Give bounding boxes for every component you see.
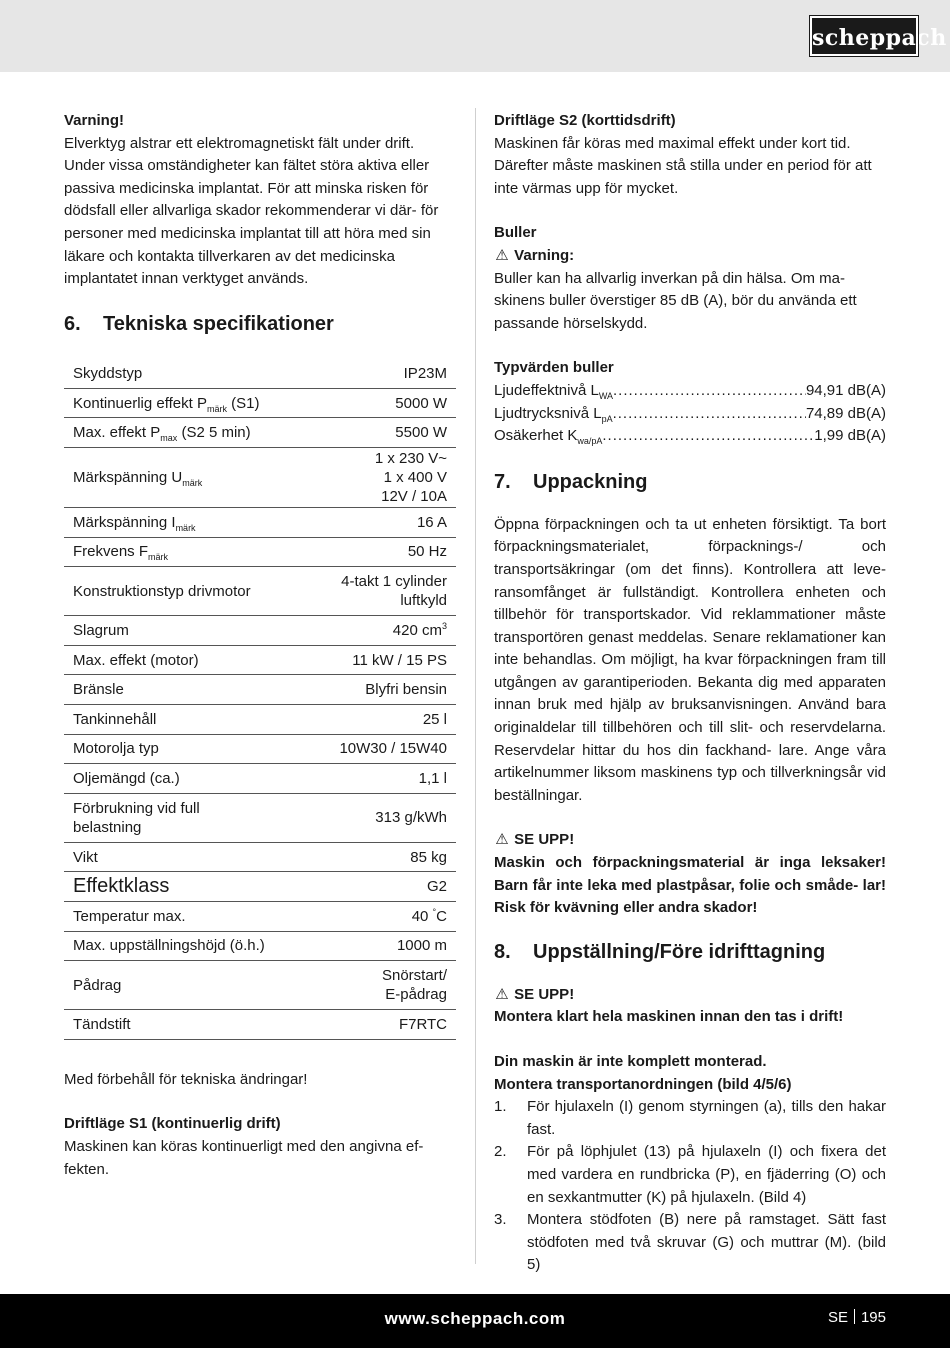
noise-value: 1,99 dB(A)	[814, 427, 886, 445]
spec-value-line: 1 x 230 V~	[374, 450, 447, 468]
spec-value: 40	[411, 907, 433, 925]
scheppach-logo: scheppach	[810, 16, 918, 56]
spec-value-line: luftkyld	[400, 592, 447, 610]
spec-value: 50 Hz	[407, 543, 447, 561]
spec-label: Skyddstyp	[73, 364, 143, 382]
spec-value-cell	[309, 388, 456, 418]
spec-label-cell	[64, 508, 309, 538]
warning-triangle-icon: ⚠	[495, 831, 509, 849]
spec-label: Temperatur max.	[73, 907, 186, 925]
spec-value-superscript: 3	[441, 621, 447, 632]
spec-value: 5000 W	[395, 394, 447, 412]
noise-warning-heading	[494, 245, 886, 268]
caution-1-heading	[494, 829, 886, 852]
noise-label-subscript: WA	[598, 390, 613, 401]
warning-triangle-icon: ⚠	[495, 985, 509, 1003]
spec-label-cell	[64, 961, 309, 1010]
spec-value: 313 g/kWh	[375, 809, 447, 827]
s1-text: Maskinen kan köras kontinuerligt med den angivna ef- fekten.	[64, 1137, 424, 1178]
page-separator	[854, 1309, 855, 1324]
page-indicator	[828, 1309, 886, 1326]
spec-value-cell	[309, 616, 456, 646]
spec-label: Tändstift	[73, 1015, 131, 1033]
footer	[0, 1294, 950, 1348]
spec-label-cell	[64, 705, 309, 735]
spec-row	[64, 901, 456, 931]
spec-label: Oljemängd (ca.)	[73, 769, 180, 787]
spec-label-cell	[64, 359, 309, 389]
spec-value-superscript: °	[432, 906, 437, 917]
spec-value-cell	[309, 842, 456, 872]
spec-value: 5500 W	[395, 424, 447, 442]
left-column	[64, 110, 456, 1181]
warning-text: Elverktyg alstrar ett elektromagnetiskt fält under drift. Under vissa omständigheter kan fältet störa aktiva eller passiva medicinska implantat. För att minska risken för dödsfall eller allvarliga skador rekommenderar vi där- för personer med medicinska implantat till att höra med sin läkare och kontakta tillverkaren av det medicinska implantatet innan verktyget används.	[64, 134, 439, 288]
spec-label: Tankinnehåll	[73, 710, 157, 728]
spec-label: Max. effekt (motor)	[73, 651, 199, 669]
warning-triangle-icon: ⚠	[495, 246, 509, 264]
caution-1-label: SE UPP!	[514, 831, 575, 849]
spec-value: 25 l	[422, 710, 447, 728]
spec-label-cell	[64, 842, 309, 872]
right-column	[494, 110, 886, 1277]
spec-value-cell	[309, 705, 456, 735]
spec-label-suffix: (S2 5 min)	[177, 424, 251, 442]
spec-label: Pådrag	[73, 976, 122, 994]
page-number: 195	[860, 1309, 886, 1326]
spec-label-cell	[64, 793, 309, 842]
spec-label: Max. uppställningshöjd (ö.h.)	[73, 937, 265, 955]
dot-leader	[613, 403, 806, 426]
spec-label-subscript: max	[160, 433, 178, 444]
spec-value: IP23M	[403, 364, 447, 382]
spec-row	[64, 705, 456, 735]
spec-value-cell	[309, 793, 456, 842]
section-6-number: 6.	[64, 312, 81, 335]
spec-row	[64, 567, 456, 616]
spec-value-cell	[309, 764, 456, 794]
spec-value-cell	[309, 537, 456, 567]
spec-row	[64, 418, 456, 448]
step-number: 2.	[494, 1143, 507, 1161]
spec-value-cell	[309, 675, 456, 705]
spec-value: 85 kg	[410, 848, 447, 866]
caution-2-heading	[494, 984, 886, 1007]
spec-label-subscript: märk	[206, 403, 227, 414]
spec-row	[64, 1010, 456, 1040]
spec-label: Max. effekt P	[73, 424, 161, 442]
spec-value-cell	[309, 961, 456, 1010]
step-item	[494, 1096, 886, 1141]
noise-value: 74,89 dB(A)	[805, 404, 886, 422]
spec-label-cell	[64, 388, 309, 418]
spec-label-cell	[64, 931, 309, 961]
section-8-heading	[494, 939, 886, 965]
section-7-heading	[494, 469, 886, 495]
spec-value: 1000 m	[396, 937, 447, 955]
spec-label-cell	[64, 537, 309, 567]
assembly-steps	[494, 1096, 886, 1277]
spec-value-line: 12V / 10A	[381, 488, 447, 506]
header-band	[0, 0, 950, 72]
spec-label-cell	[64, 764, 309, 794]
noise-label-text: Ljudeffektnivå L	[494, 381, 599, 399]
spec-value-cell	[309, 872, 456, 902]
spec-row	[64, 872, 456, 902]
section-8-title: Uppställning/Före idrifttagning	[533, 940, 826, 963]
spec-label: Vikt	[73, 848, 98, 866]
step-number: 1.	[494, 1098, 507, 1116]
dot-leader	[602, 425, 814, 448]
step-text: Montera stödfoten (B) nere på ramstaget. Sätt fast stödfoten med två skruvar (G) och muttrar (M). (bild 5)	[527, 1211, 886, 1274]
spec-row	[64, 359, 456, 389]
caution-2-label: SE UPP!	[514, 985, 575, 1003]
noise-value-label	[494, 380, 613, 403]
typical-values-title: Typvärden buller	[494, 359, 614, 377]
noise-values-list	[494, 380, 886, 448]
section-6-title: Tekniska specifikationer	[103, 312, 334, 335]
spec-value-cell	[309, 448, 456, 508]
spec-label-cell	[64, 645, 309, 675]
spec-label-subscript: märk	[175, 522, 196, 533]
spec-label: Märkspänning I	[73, 513, 176, 531]
unpack-text: Öppna förpackningen och ta ut enheten försiktigt. Ta bort förpackningsmaterialet, förpacknings-/ och transportsäkringar (om det finns). Kontrollera att leve- ransomfånget är fullständigt. Kontrollera enheten och tillbehör för transportskador. Vid reklammationer måste transportören genast meddelas. Senare reklamationer kan inte behandlas. Om möjligt, ha kvar förpackningen fram till utgången av garantiperioden. Bekanta dig med apparaten innan bruk med hjälp av bruksanvisningen. Använd bara originaldelar till tillbehören och till slit- och reservdelarna. Reservdelar hittar du hos din fackhand- lare. Ange våra artikelnummer liksom maskinens typ och tillverkningsår vid beställningar.	[494, 515, 886, 804]
section-6-heading	[64, 311, 456, 337]
noise-value-label	[494, 403, 613, 426]
language-code: SE	[827, 1309, 848, 1326]
spec-label: Märkspänning U	[73, 469, 183, 487]
noise-value-label	[494, 425, 602, 448]
spec-row	[64, 764, 456, 794]
spec-label-subscript: märk	[182, 478, 203, 489]
spec-row	[64, 931, 456, 961]
caution-2-text: Montera klart hela maskinen innan den tas i drift!	[494, 1008, 844, 1026]
spec-row	[64, 842, 456, 872]
spec-value-line: E-pådrag	[385, 986, 447, 1004]
step-item	[494, 1209, 886, 1277]
spec-value: 420 cm	[392, 622, 442, 640]
spec-value: 1,1 l	[418, 769, 447, 787]
spec-row	[64, 388, 456, 418]
spec-row	[64, 793, 456, 842]
spec-row	[64, 961, 456, 1010]
spec-value: 16 A	[416, 513, 447, 531]
step-text: För på löphjulet (13) på hjulaxeln (I) och fixera det med vardera en rundbricka (P), en fjäderring (O) och en sexkantmutter (K) på hjulaxeln. (Bild 4)	[527, 1143, 886, 1206]
noise-value-row	[494, 425, 886, 448]
spec-value-cell	[309, 931, 456, 961]
reservation-note: Med förbehåll för tekniska ändringar!	[64, 1070, 308, 1088]
noise-text: Buller kan ha allvarlig inverkan på din hälsa. Om ma- skinens buller överstiger 85 dB (A), bör du använda ett passande hörselskydd.	[494, 269, 857, 332]
section-8-number: 8.	[494, 940, 511, 963]
noise-label-text: Ljudtrycksnivå L	[494, 404, 602, 422]
section-7-number: 7.	[494, 470, 511, 493]
spec-value-cell	[309, 901, 456, 931]
noise-value-row	[494, 380, 886, 403]
spec-label-cell	[64, 567, 309, 616]
step-item	[494, 1141, 886, 1209]
spec-label-cell	[64, 448, 309, 508]
spec-value-suffix: C	[436, 907, 447, 925]
spec-row	[64, 448, 456, 508]
spec-label-line: belastning	[73, 818, 142, 836]
spec-label-cell	[64, 901, 309, 931]
warning-title: Varning!	[64, 112, 125, 129]
noise-label-subscript: pA	[601, 413, 613, 424]
spec-label-cell	[64, 734, 309, 764]
spec-row	[64, 675, 456, 705]
spec-row	[64, 508, 456, 538]
spec-value-cell	[309, 567, 456, 616]
spec-label-cell	[64, 1010, 309, 1040]
spec-value-cell	[309, 645, 456, 675]
section-7-title: Uppackning	[533, 470, 648, 493]
s2-title: Driftläge S2 (korttidsdrift)	[494, 112, 676, 129]
spec-label-line: Förbrukning vid full	[73, 799, 200, 817]
spec-label: Effektklass	[73, 874, 170, 897]
spec-value-line: Snörstart/	[381, 967, 447, 985]
noise-warning-label: Varning:	[514, 246, 575, 264]
noise-value: 94,91 dB(A)	[805, 381, 886, 399]
spec-label-subscript: märk	[148, 552, 169, 563]
dot-leader	[613, 380, 806, 403]
spec-value: 11 kW / 15 PS	[352, 651, 447, 669]
spec-table	[64, 359, 456, 1040]
spec-value: Blyfri bensin	[365, 681, 447, 699]
step-text: För hjulaxeln (I) genom styrningen (a), tills den hakar fast.	[527, 1098, 886, 1138]
caution-1-text: Maskin och förpackningsmaterial är inga leksaker! Barn får inte leka med plastpåsar, folie och småde- lar! Risk för kvävning eller andra skador!	[494, 854, 886, 917]
noise-label-text: Osäkerhet K	[494, 427, 578, 445]
spec-value-cell	[309, 1010, 456, 1040]
spec-value-cell	[309, 508, 456, 538]
spec-value: 10W30 / 15W40	[339, 740, 447, 758]
spec-label: Slagrum	[73, 622, 129, 640]
spec-value-cell	[309, 734, 456, 764]
spec-row	[64, 734, 456, 764]
spec-label: Konstruktionstyp drivmotor	[73, 582, 251, 600]
footer-url[interactable]: www.scheppach.com	[384, 1309, 566, 1328]
noise-title: Buller	[494, 224, 537, 242]
noise-value-row	[494, 403, 886, 426]
spec-value-line: 1 x 400 V	[383, 469, 447, 487]
transport-title: Montera transportanordningen (bild 4/5/6)	[494, 1075, 792, 1093]
spec-value-cell	[309, 418, 456, 448]
s1-title: Driftläge S1 (kontinuerlig drift)	[64, 1115, 281, 1133]
spec-label: Bränsle	[73, 681, 124, 699]
spec-label-cell	[64, 616, 309, 646]
incomplete-note: Din maskin är inte komplett monterad.	[494, 1053, 767, 1070]
column-divider	[475, 108, 476, 1264]
spec-value: G2	[426, 878, 447, 896]
spec-row	[64, 537, 456, 567]
spec-label-cell	[64, 418, 309, 448]
noise-label-subscript: wa/pA	[577, 436, 603, 447]
spec-label: Frekvens F	[73, 543, 149, 561]
spec-label: Motorolja typ	[73, 740, 159, 758]
step-number: 3.	[494, 1211, 507, 1229]
spec-label-cell	[64, 872, 309, 902]
spec-label-suffix: (S1)	[226, 394, 260, 412]
spec-row	[64, 645, 456, 675]
spec-value-cell	[309, 359, 456, 389]
spec-label: Kontinuerlig effekt P	[73, 394, 207, 412]
spec-value-line: 4-takt 1 cylinder	[341, 573, 447, 591]
spec-value: F7RTC	[398, 1015, 447, 1033]
spec-label-cell	[64, 675, 309, 705]
spec-row	[64, 616, 456, 646]
s2-text: Maskinen får köras med maximal effekt under kort tid. Därefter måste maskinen stå stilla under en period för att inte värmas upp för mycket.	[494, 134, 872, 197]
